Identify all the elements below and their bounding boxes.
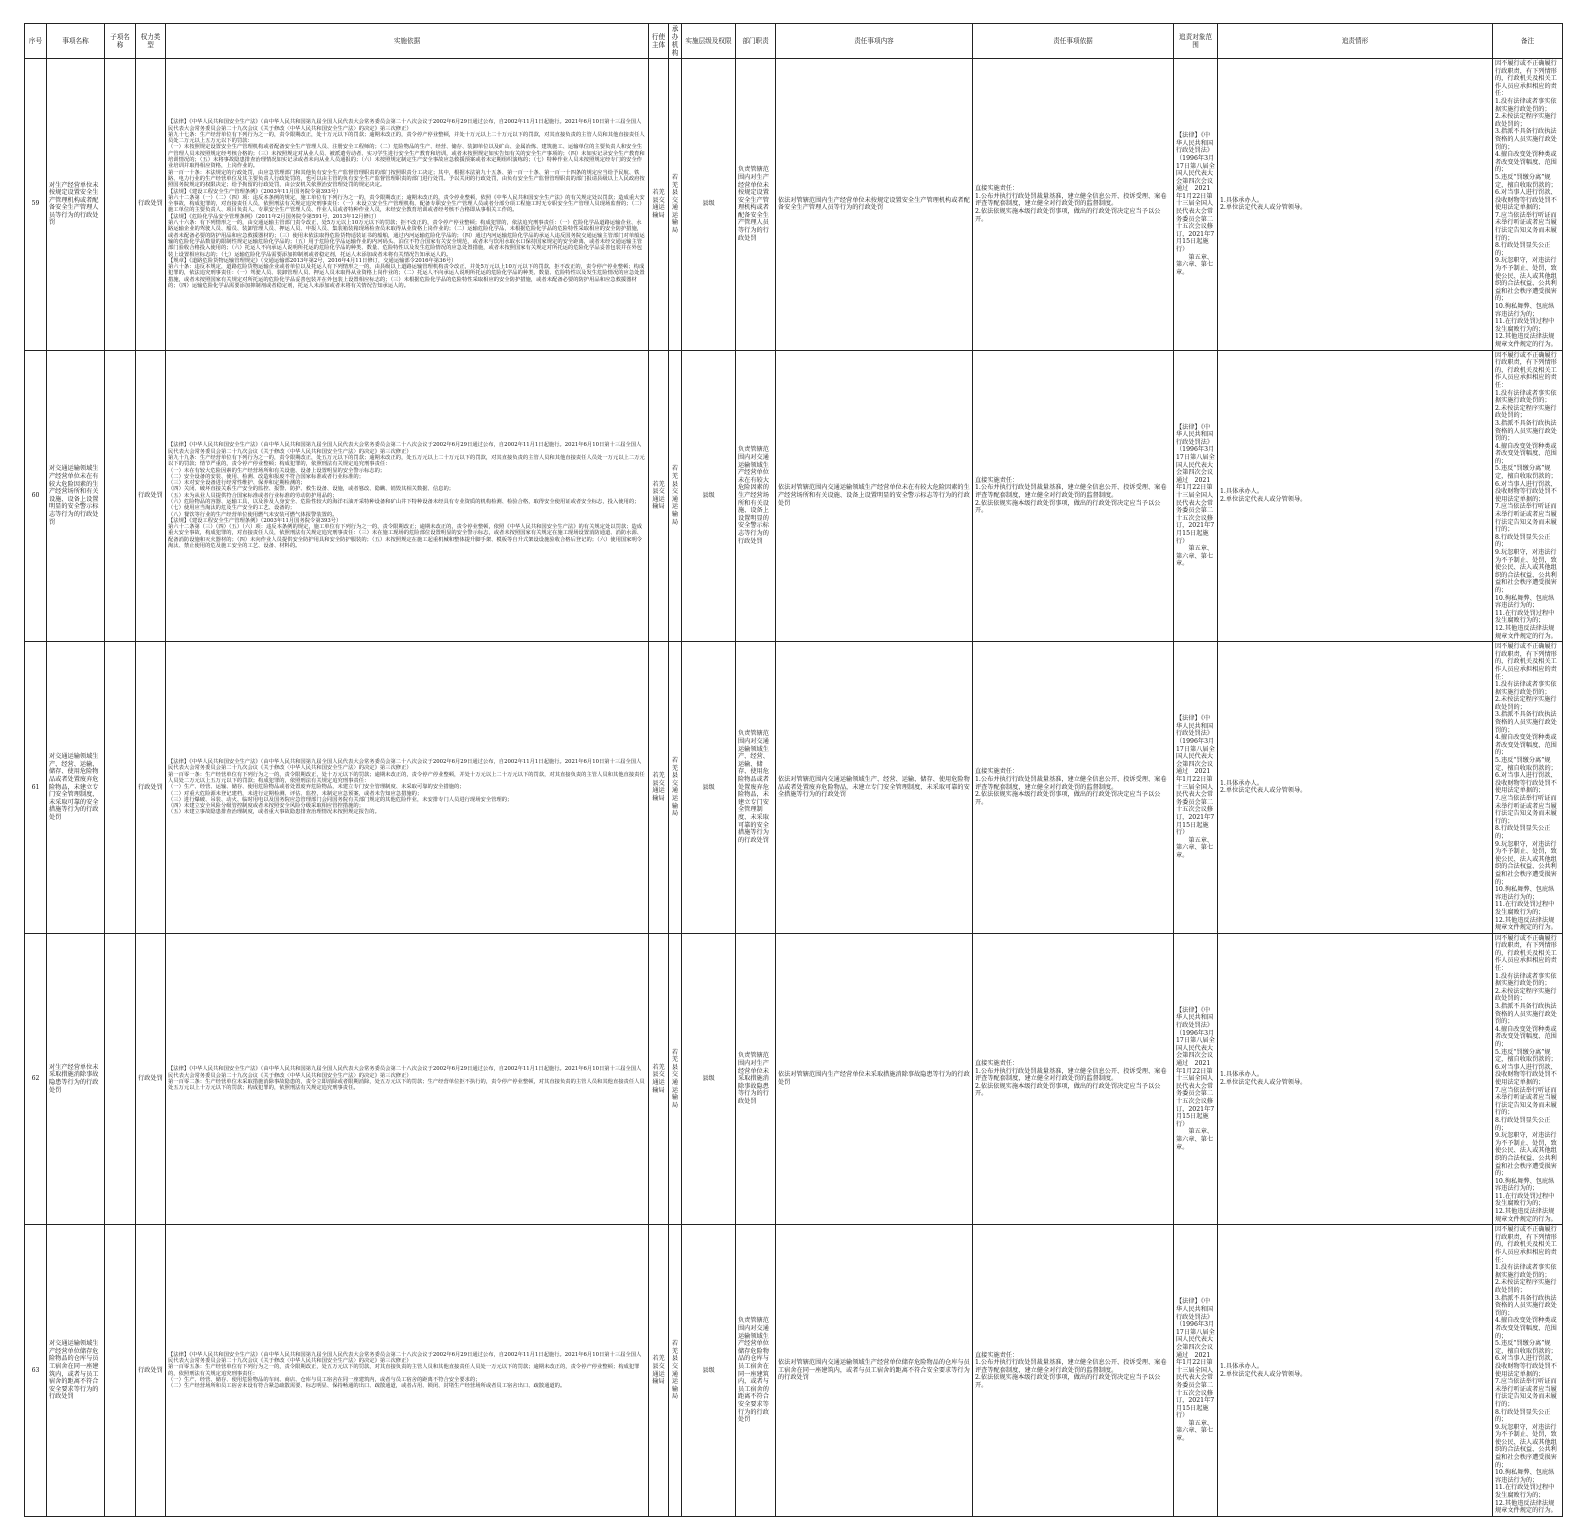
cell-dept: 若羌县交通运输局 (669, 350, 682, 642)
header-basis: 实施依据 (166, 24, 649, 59)
table-row (25, 642, 1563, 934)
header-row (25, 24, 1563, 59)
cell-resp-basis-duty: 依法对管辖范围内生产经营单位未采取措施消除事故隐患等行为的行政处罚 (776, 933, 973, 1225)
cell-level: 县级 (682, 59, 736, 351)
basis-paragraph: （一）生产、经营、运输、储存、使用危险物品或者处置废弃危险物品，未建立专门安全管理制度、未采取可靠的安全措施的； (168, 784, 465, 791)
cell-power-type: 行政处罚 (136, 350, 166, 642)
table-row (25, 350, 1563, 642)
cell-dept: 若羌县交通运输局 (669, 933, 682, 1225)
cell-duty: 负责管辖范围内对交通运输领域生产、经营、运输、储存、使用危险物品或者处置废弃危险物品，未建立专门安全管理制度、未采取可靠的安全措施等行为的行政处罚 (736, 642, 776, 934)
cell-subject: 若羌县交通运输局 (649, 59, 669, 351)
cell-scope: 1.具体承办人。 2.单位法定代表人或分管领导。 (1218, 933, 1493, 1225)
cell-duty: 负责管辖范围内对生产经营单位未采取措施消除事故隐患等行为的行政处罚 (736, 933, 776, 1225)
cell-dept: 若羌县交通运输局 (669, 59, 682, 351)
cell-scope: 1.具体承办人。 2.单位法定代表人或分管领导。 (1218, 59, 1493, 351)
cell-level: 县级 (682, 642, 736, 934)
basis-paragraph: 第一百零五条：生产经营单位有下列行为之一的，责令限期改正，处五万元以下的罚款，对其直接负责的主管人员和其他直接责任人员处一万元以下的罚款；逾期未改正的，责令停产停业整顿；构成犯罪的，依照刑法有关规定追究刑事责任： (168, 1364, 640, 1377)
basis-paragraph: 第九十九条：生产经营单位有下列行为之一的，责令限期改正，处五万元以下的罚款；逾期未改正的，处五万元以上二十万元以下的罚款，对其直接负责的主管人员和其他直接责任人员处一万元以上二万元以下的罚款；情节严重的，责令停产停业整顿；构成犯罪的，依照刑法有关规定追究刑事责任： (168, 454, 645, 468)
cell-sub-item (105, 59, 136, 351)
cell-scope: 1.具体承办人。 2.单位法定代表人或分管领导。 (1218, 350, 1493, 642)
basis-paragraph: （七）使用应当淘汰的危及生产安全的工艺、设备的； (168, 505, 296, 512)
cell-sub-item (105, 1225, 136, 1517)
basis-paragraph: 【法律】《中华人民共和国安全生产法》（由中华人民共和国第九届全国人民代表大会常务委员会第二十八次会议于2002年6月29日通过公布，自2002年11月1日起施行。2021年6月10日第十三届全国人民代表大会常务委员会第二十九次会议《关于修改〈中华人民共和国安全生产法〉的决定》第三次修正） (168, 1066, 642, 1079)
cell-item-name: 对生产经营单位未按规定设置安全生产管理机构或者配备安全生产管理人员等行为的行政处罚 (47, 59, 105, 351)
basis-paragraph: 第六十二条第（一）（二）（四）项：违反本条例的规定，施工单位有下列行为之一的，责令限期改正；逾期未改正的，责令停业整顿，依照《中华人民共和国安全生产法》的有关规定处以罚款；造成重大安全事故，构成犯罪的，对直接责任人员，依照刑法有关规定追究刑事责任：（一）未设立安全生产管理机构、配备专职安全生产管理人员或者分部分项工程施工时无专职安全生产管理人员现场监督的；（二）施工单位的主要负责人、项目负责人、专职安全生产管理人员、作业人员或者特种作业人员，未经安全教育培训或者经考核不合格即从事相关工作的。 (168, 194, 645, 214)
basis-paragraph: 第一百零二条：生产经营单位未采取措施消除事故隐患的，责令立即消除或者限期消除，处五万元以下的罚款；生产经营单位拒不执行的，责令停产停业整顿，对其直接负责的主管人员和其他直接责任人员处五万元以上十万元以下的罚款；构成犯罪的，依照刑法有关规定追究刑事责任。 (168, 1078, 645, 1092)
cell-resp-basis-duty: 依法对管辖范围内生产经营单位未按规定设置安全生产管理机构或者配备安全生产管理人员等行为的行政处罚 (776, 59, 973, 351)
cell-basis (166, 59, 649, 351)
basis-paragraph: （四）关闭、破坏直接关系生产安全的监控、报警、防护、救生设备、设施，或者篡改、隐瞒、销毁其相关数据、信息的； (168, 486, 455, 493)
basis-paragraph: （二）生产经营场所和员工宿舍未设有符合紧急疏散需要、标志明显、保持畅通的出口、疏散通道，或者占用、锁闭、封堵生产经营场所或者员工宿舍出口、疏散通道的。 (168, 1383, 566, 1390)
basis-paragraph: 第八十六条：有下列情形之一的，由交通运输主管部门责令改正，处5万元以上10万元以下的罚款；拒不改正的，责令停产停业整顿；构成犯罪的，依法追究刑事责任：（一）危险化学品道路运输企业、水路运输企业的驾驶人员、船员、装卸管理人员、押运人员、申报人员、集装箱装箱现场检查员未取得从业资格上岗作业的；（二）运输危险化学品，未根据危险化学品的危险特性采取相应的安全防护措施，或者未配备必要的防护用品和应急救援器材的；（三）使用未依法取得危险货物适装证书的船舶，通过内河运输危险化学品的；（四）通过内河运输危险化学品的承运人违反国务院交通运输主管部门对单船运输的危险化学品数量的限制性规定运输危险化学品的；（五）用于危险化学品运输作业的内河码头、泊位不符合国家有关安全规范，或者未与饮用水取水口保持国家规定的安全距离，或者未经交通运输主管部门验收合格投入使用的；（六）托运人不向承运人说明所托运的危险化学品的种类、数量、危险特性以及发生危险情况的应急处置措施，或者未按照国家有关规定对所托运的危险化学品妥善包装并在外包装上设置相应标志的；（七）运输危险化学品需要添加抑制剂或者稳定剂，托运人未添加或者未将有关情况告知承运人的。 (168, 220, 645, 258)
table-body (25, 59, 1563, 1517)
basis-paragraph: 【规章】《道路危险货物运输管理规定》（交通运输部2013年第2号，2016年4月11日修订，交通运输部令2016年第36号） (168, 257, 457, 264)
basis-paragraph: 【法规】《建设工程安全生产管理条例》（2003年11月国务院令第393号） (168, 188, 342, 195)
basis-paragraph: （一）未按照规定设置安全生产管理机构或者配备安全生产管理人员、注册安全工程师的；（二）危险物品的生产、经营、储存、装卸单位以及矿山、金属冶炼、建筑施工、运输单位的主要负责人和安全生产管理人员未按照规定经考核合格的；（三）未按照规定对从业人员、被派遣劳动者、实习学生进行安全生产教育和培训，或者未按照规定如实告知有关的安全生产事项的；（四）未如实记录安全生产教育和培训情况的；（五）未将事故隐患排查治理情况如实记录或者未向从业人员通报的；（六）未按照规定制定生产安全事故应急救援预案或者未定期组织演练的；（七）特种作业人员未按照规定经专门的安全作业培训并取得相应资格，上岗作业的。 (168, 144, 645, 170)
cell-seq: 60 (25, 350, 47, 642)
basis-paragraph: 第六十条：违反本规定，道路危险货物运输企业或者单位以及托运人有下列情形之一的，由县级以上道路运输管理机构责令改正，并处5万元以上10万元以下的罚款，拒不改正的，责令停产停业整顿；构成犯罪的，依法追究刑事责任：（一）驾驶人员、装卸管理人员、押运人员未取得从业资格上岗作业的；（二）托运人不向承运人说明所托运的危险化学品的种类、数量、危险特性以及发生危险情况的应急处置措施，或者未按照国家有关规定对所托运的危险化学品妥善包装并在外包装上设置相应标志的；（三）未根据危险化学品的危险特性采取相应的安全防护措施，或者未配备必要的防护用品和应急救援器材的；（四）运输危险化学品需要添加抑制剂或者稳定剂，托运人未添加或者未将有关情况告知承运人的。 (168, 264, 645, 289)
header-scope: 追责对象范围 (1174, 24, 1218, 59)
cell-item-name: 对交通运输领域生产经营单位储存危险物品的仓库与员工宿舍在同一座建筑内，或者与员工宿舍的距离不符合安全要求等行为的行政处罚 (47, 1225, 105, 1517)
cell-subject: 若羌县交通运输局 (649, 933, 669, 1225)
cell-power-type: 行政处罚 (136, 933, 166, 1225)
header-dept: 承办机构 (669, 24, 682, 59)
cell-resp-content: 直接实施责任： 1.公布并执行行政处罚裁量基准，建立健全信息公开、投诉受理、案卷评查等配套制度，建立健全对行政处罚的监督制度。 2.依法依规实施本级行政处罚事项，做出的行政处罚决定应当予以公开。 (973, 642, 1174, 934)
cell-scope: 1.具体承办人。 2.单位法定代表人或分管领导。 (1218, 642, 1493, 934)
cell-sub-item (105, 642, 136, 934)
power-list-table (24, 23, 1563, 1517)
table-row (25, 1225, 1563, 1517)
basis-paragraph: 第一百一十条：本法规定的行政处罚，由应急管理部门和其他负有安全生产监督管理职责的部门按照职责分工决定；其中，根据本法第九十五条、第一百一十条、第一百一十四条的规定应当给予民航、铁路、电力行业的生产经营单位及其主要负责人行政处罚的，也可以由主管的负有安全生产监督管理职责的部门进行处罚。予以关闭的行政处罚，由负有安全生产监督管理职责的部门报请县级以上人民政府按照国务院规定的权限决定；给予拘留的行政处罚，由公安机关依照治安管理处罚的规定决定。 (168, 169, 645, 189)
power-list-sheet (24, 23, 1562, 1517)
cell-power-type: 行政处罚 (136, 59, 166, 351)
table-row (25, 933, 1563, 1225)
cell-resp-basis: 【法律】《中华人民共和国行政处罚法》（1996年3月17日第八届全国人民代表大会第四次会议通过 2021年1月22日第十三届全国人民代表大会常务委员会第二十五次会议修订，2021年7月15日起施行） 第五章、第六章、第七章。 (1174, 642, 1218, 934)
basis-paragraph: （三）进行爆破、吊装、动火、临时用电以及国务院应急管理部门会同国务院有关部门规定的其他危险作业，未安排专门人员进行现场安全管理的； (168, 796, 513, 803)
cell-duty: 负责管辖范围内对交通运输领域生产经营单位未在有较大危险因素的生产经营场所和有关设施、设备上设置明显的安全警示标志等行为的行政处罚 (736, 350, 776, 642)
header-duty: 部门职责 (736, 24, 776, 59)
cell-basis (166, 933, 649, 1225)
header-remark: 备注 (1493, 24, 1563, 59)
cell-item-name: 对交通运输领域生产、经营、运输、储存、使用危险物品或者处置废弃危险物品，未建立专门安全管理制度、未采取可靠的安全措施等行为的行政处罚 (47, 642, 105, 934)
basis-paragraph: 【法规】《危险化学品安全管理条例》（2011年2月国务院令第591号，2013年12月修订） (168, 213, 380, 220)
basis-paragraph: 第六十二条第（三）（四）（五）（六）项：违反本条例的规定，施工单位有下列行为之一的，责令限期改正；逾期未改正的，责令停业整顿，依照《中华人民共和国安全生产法》的有关规定处以罚款；造成重大安全事故，构成犯罪的，对直接责任人员，依照刑法有关规定追究刑事责任：（三）未在施工现场的危险部位设置明显的安全警示标志，或者未按照国家有关规定在施工现场设置消防通道、消防水源、配备消防设施和灭火器材的；（四）未向作业人员提供安全防护用具和安全防护服装的；（五）未按照规定在施工起重机械和整体提升脚手架、模板等自升式架设设施验收合格后登记的；（六）使用国家明令淘汰、禁止使用的危及施工安全的工艺、设备、材料的。 (168, 524, 643, 550)
cell-subject: 若羌县交通运输局 (649, 642, 669, 934)
cell-subject: 若羌县交通运输局 (649, 350, 669, 642)
header-seq: 序号 (25, 24, 47, 59)
basis-paragraph: （四）未建立安全风险分级管控制度或者未按照安全风险分级采取相应管控措施的； (168, 803, 364, 810)
cell-scope: 1.具体承办人。 2.单位法定代表人或分管领导。 (1218, 1225, 1493, 1517)
basis-paragraph: （五）未为从业人员提供符合国家标准或者行业标准的劳动防护用品的； (168, 492, 338, 499)
cell-situation: 因不履行或不正确履行行政职责，有下列情形的，行政机关及相关工作人员应承担相应的责任： 1.没有法律或者事实依据实施行政处罚的； 2.未按法定程序实施行政处罚的； 3.指派不具备行政执法资格的人员实施行政处罚的； 4.擅自改变处罚种类或者改变处罚幅度、范围的； 5.违反“罚缴分离”规定，擅自收取罚款的； 6.对当事人进行罚款、没收财物等行政处罚不使用法定单据的； 7.应当依法举行听证而未举行听证或者应当履行法定告知义务而未履行的； 8.行政处罚显失公正的； 9.玩忽职守，对违法行为不予制止、处罚，致使公民、法人或其他组织的合法权益、公共利益和社会秩序遭受损害的； 10.徇私舞弊、包庇纵容违法行为的； 11.在行政处罚过程中发生腐败行为的； 12.其他违反法律法规规章文件规定的行为。 (1493, 350, 1563, 642)
cell-level: 县级 (682, 1225, 736, 1517)
header-resp-basis: 责任事项依据 (973, 24, 1174, 59)
cell-item-name: 对交通运输领域生产经营单位未在有较大危险因素的生产经营场所和有关设施、设备上设置明显的安全警示标志等行为的行政处罚 (47, 350, 105, 642)
cell-seq: 61 (25, 642, 47, 934)
cell-situation: 因不履行或不正确履行行政职责，有下列情形的，行政机关及相关工作人员应承担相应的责任： 1.没有法律或者事实依据实施行政处罚的； 2.未按法定程序实施行政处罚的； 3.指派不具备行政执法资格的人员实施行政处罚的； 4.擅自改变处罚种类或者改变处罚幅度、范围的； 5.违反“罚缴分离”规定，擅自收取罚款的； 6.对当事人进行罚款、没收财物等行政处罚不使用法定单据的； 7.应当依法举行听证而未举行听证或者应当履行法定告知义务而未履行的； 8.行政处罚显失公正的； 9.玩忽职守，对违法行为不予制止、处罚，致使公民、法人或其他组织的合法权益、公共利益和社会秩序遭受损害的； 10.徇私舞弊、包庇纵容违法行为的； 11.在行政处罚过程中发生腐败行为的； 12.其他违反法律法规规章文件规定的行为。 (1493, 933, 1563, 1225)
basis-paragraph: （三）未对安全设备进行经常性维护、保养和定期检测的； (168, 480, 306, 487)
basis-paragraph: 【法律】《中华人民共和国安全生产法》（由中华人民共和国第九届全国人民代表大会常务委员会第二十八次会议于2002年6月29日通过公布，自2002年11月1日起施行。2021年6月10日第十三届全国人民代表大会常务委员会第二十九次会议《关于修改〈中华人民共和国安全生产法〉的决定》第三次修正） (168, 119, 642, 132)
cell-basis (166, 350, 649, 642)
cell-sub-item (105, 933, 136, 1225)
cell-resp-basis: 【法律】《中华人民共和国行政处罚法》（1996年3月17日第八届全国人民代表大会第四次会议通过 2021年1月22日第十三届全国人民代表大会常务委员会第二十五次会议修订，2021年7月15日起施行） 第五章、第六章、第七章。 (1174, 1225, 1218, 1517)
basis-paragraph: （二）安全设备的安装、使用、检测、改造和报废不符合国家标准或者行业标准的； (168, 473, 364, 480)
basis-paragraph: （八）餐饮等行业的生产经营单位使用燃气未安装可燃气体报警装置的。 (168, 511, 338, 518)
cell-seq: 63 (25, 1225, 47, 1517)
cell-power-type: 行政处罚 (136, 1225, 166, 1517)
cell-resp-content: 直接实施责任： 1.公布并执行行政处罚裁量基准，建立健全信息公开、投诉受理、案卷评查等配套制度，建立健全对行政处罚的监督制度。 2.依法依规实施本级行政处罚事项，做出的行政处罚决定应当予以公开。 (973, 350, 1174, 642)
table-row (25, 59, 1563, 351)
cell-resp-content: 直接实施责任： 1.公布并执行行政处罚裁量基准，建立健全信息公开、投诉受理、案卷评查等配套制度，建立健全对行政处罚的监督制度。 2.依法依规实施本级行政处罚事项，做出的行政处罚决定应当予以公开。 (973, 1225, 1174, 1517)
cell-seq: 59 (25, 59, 47, 351)
cell-resp-basis: 【法律】《中华人民共和国行政处罚法》（1996年3月17日第八届全国人民代表大会第四次会议通过 2021年1月22日第十三届全国人民代表大会常务委员会第二十五次会议修订，2021年7月15日起施行） 第五章、第六章、第七章。 (1174, 933, 1218, 1225)
basis-paragraph: 【法律】《中华人民共和国安全生产法》（由中华人民共和国第九届全国人民代表大会常务委员会第二十八次会议于2002年6月29日通过公布，自2002年11月1日起施行。2021年6月10日第十三届全国人民代表大会常务委员会第二十九次会议《关于修改〈中华人民共和国安全生产法〉的决定》第三次修正） (168, 759, 642, 772)
cell-situation: 因不履行或不正确履行行政职责，有下列情形的，行政机关及相关工作人员应承担相应的责任： 1.没有法律或者事实依据实施行政处罚的； 2.未按法定程序实施行政处罚的； 3.指派不具备行政执法资格的人员实施行政处罚的； 4.擅自改变处罚种类或者改变处罚幅度、范围的； 5.违反“罚缴分离”规定，擅自收取罚款的； 6.对当事人进行罚款、没收财物等行政处罚不使用法定单据的； 7.应当依法举行听证而未举行听证或者应当履行法定告知义务而未履行的； 8.行政处罚显失公正的； 9.玩忽职守，对违法行为不予制止、处罚，致使公民、法人或其他组织的合法权益、公共利益和社会秩序遭受损害的； 10.徇私舞弊、包庇纵容违法行为的； 11.在行政处罚过程中发生腐败行为的； 12.其他违反法律法规规章文件规定的行为。 (1493, 642, 1563, 934)
basis-paragraph: 【法规】《建设工程安全生产管理条例》（2003年11月国务院令第393号） (168, 517, 342, 524)
cell-level: 县级 (682, 350, 736, 642)
cell-subject: 若羌县交通运输局 (649, 1225, 669, 1517)
cell-duty: 负责管辖范围内对交通运输领域生产经营单位储存危险物品的仓库与员工宿舍在同一座建筑内，或者与员工宿舍的距离不符合安全要求等行为的行政处罚 (736, 1225, 776, 1517)
cell-sub-item (105, 350, 136, 642)
cell-resp-basis-duty: 依法对管辖范围内交通运输领域生产、经营、运输、储存、使用危险物品或者处置废弃危险物品，未建立专门安全管理制度、未采取可靠的安全措施等行为的行政处罚 (776, 642, 973, 934)
cell-item-name: 对生产经营单位未采取措施消除事故隐患等行为的行政处罚 (47, 933, 105, 1225)
cell-dept: 若羌县交通运输局 (669, 1225, 682, 1517)
cell-resp-content: 直接实施责任： 1.公布并执行行政处罚裁量基准，建立健全信息公开、投诉受理、案卷评查等配套制度，建立健全对行政处罚的监督制度。 2.依法依规实施本级行政处罚事项，做出的行政处罚决定应当予以公开。 (973, 933, 1174, 1225)
header-situation: 追责情形 (1218, 24, 1493, 59)
cell-situation: 因不履行或不正确履行行政职责，有下列情形的，行政机关及相关工作人员应承担相应的责任： 1.没有法律或者事实依据实施行政处罚的； 2.未按法定程序实施行政处罚的； 3.指派不具备行政执法资格的人员实施行政处罚的； 4.擅自改变处罚种类或者改变处罚幅度、范围的； 5.违反“罚缴分离”规定，擅自收取罚款的； 6.对当事人进行罚款、没收财物等行政处罚不使用法定单据的； 7.应当依法举行听证而未举行听证或者应当履行法定告知义务而未履行的； 8.行政处罚显失公正的； 9.玩忽职守，对违法行为不予制止、处罚，致使公民、法人或其他组织的合法权益、公共利益和社会秩序遭受损害的； 10.徇私舞弊、包庇纵容违法行为的； 11.在行政处罚过程中发生腐败行为的； 12.其他违反法律法规规章文件规定的行为。 (1493, 59, 1563, 351)
cell-basis (166, 642, 649, 934)
cell-resp-basis: 【法律】《中华人民共和国行政处罚法》（1996年3月17日第八届全国人民代表大会第四次会议通过 2021年1月22日第十三届全国人民代表大会常务委员会第二十五次会议修订，2021年7月15日起施行） 第五章、第六章、第七章。 (1174, 59, 1218, 351)
basis-paragraph: 【法律】《中华人民共和国安全生产法》（由中华人民共和国第九届全国人民代表大会常务委员会第二十八次会议于2002年6月29日通过公布，自2002年11月1日起施行。2021年6月10日第十三届全国人民代表大会常务委员会第二十九次会议《关于修改〈中华人民共和国安全生产法〉的决定》第三次修正） (168, 442, 642, 455)
basis-paragraph: （一）未在有较大危险因素的生产经营场所和有关设施、设备上设置明显的安全警示标志的； (168, 467, 386, 474)
cell-duty: 负责管辖范围内对生产经营单位未按规定设置安全生产管理机构或者配备安全生产管理人员等行为的行政处罚 (736, 59, 776, 351)
basis-paragraph: 第一百零一条：生产经营单位有下列行为之一的，责令限期改正，处十万元以下的罚款；逾期未改正的，责令停产停业整顿，并处十万元以上二十万元以下的罚款，对其直接负责的主管人员和其他直接责任人员处二万元以上五万元以下的罚款；构成犯罪的，依照刑法有关规定追究刑事责任： (168, 771, 645, 784)
header-subject: 行使主体 (649, 24, 669, 59)
cell-dept: 若羌县交通运输局 (669, 642, 682, 934)
cell-level: 县级 (682, 933, 736, 1225)
header-resp-content: 责任事项内容 (776, 24, 973, 59)
cell-situation: 因不履行或不正确履行行政职责，有下列情形的，行政机关及相关工作人员应承担相应的责任： 1.没有法律或者事实依据实施行政处罚的； 2.未按法定程序实施行政处罚的； 3.指派不具备行政执法资格的人员实施行政处罚的； 4.擅自改变处罚种类或者改变处罚幅度、范围的； 5.违反“罚缴分离”规定，擅自收取罚款的； 6.对当事人进行罚款、没收财物等行政处罚不使用法定单据的； 7.应当依法举行听证而未举行听证或者应当履行法定告知义务而未履行的； 8.行政处罚显失公正的； 9.玩忽职守，对违法行为不予制止、处罚，致使公民、法人或其他组织的合法权益、公共利益和社会秩序遭受损害的； 10.徇私舞弊、包庇纵容违法行为的； 11.在行政处罚过程中发生腐败行为的； 12.其他违反法律法规规章文件规定的行为。 (1493, 1225, 1563, 1517)
cell-basis (166, 1225, 649, 1517)
cell-resp-basis: 【法律】《中华人民共和国行政处罚法》（1996年3月17日第八届全国人民代表大会第四次会议通过 2021年1月22日第十三届全国人民代表大会常务委员会第二十五次会议修订，2021年7月15日起施行） 第五章、第六章、第七章。 (1174, 350, 1218, 642)
basis-paragraph: （六）危险物品的容器、运输工具，以及涉及人身安全、危险性较大的海洋石油开采特种设备和矿山井下特种设备未经具有专业资质的机构检测、检验合格，取得安全使用证或者安全标志，投入使用的； (168, 498, 640, 505)
basis-paragraph: （一）生产、经营、储存、使用危险物品的车间、商店、仓库与员工宿舍在同一座建筑内，或者与员工宿舍的距离不符合安全要求的； (168, 1376, 481, 1383)
basis-paragraph: 【法律】《中华人民共和国安全生产法》（由中华人民共和国第九届全国人民代表大会常务委员会第二十八次会议于2002年6月29日通过公布，自2002年11月1日起施行。2021年6月10日第十三届全国人民代表大会常务委员会第二十九次会议《关于修改〈中华人民共和国安全生产法〉的决定》第三次修正） (168, 1351, 642, 1364)
basis-paragraph: 第九十七条：生产经营单位有下列行为之一的，责令限期改正，处十万元以下的罚款；逾期未改正的，责令停产停业整顿，并处十万元以上二十万元以下的罚款，对其直接负责的主管人员和其他直接责任人员处二万元以上五万元以下的罚款： (168, 131, 645, 145)
header-item-name: 事项名称 (47, 24, 105, 59)
basis-paragraph: （二）对重大危险源未登记建档，未进行定期检测、评估、监控，未制定应急预案，或者未告知应急措施的； (168, 790, 423, 797)
cell-seq: 62 (25, 933, 47, 1225)
basis-paragraph: （五）未建立事故隐患排查治理制度，或者重大事故隐患排查治理情况未按照规定报告的。 (168, 809, 380, 816)
cell-resp-basis-duty: 依法对管辖范围内交通运输领域生产经营单位未在有较大危险因素的生产经营场所和有关设施、设备上设置明显的安全警示标志等行为的行政处罚 (776, 350, 973, 642)
cell-resp-content: 直接实施责任： 1.公布并执行行政处罚裁量基准，建立健全信息公开、投诉受理、案卷评查等配套制度，建立健全对行政处罚的监督制度。 2.依法依规实施本级行政处罚事项，做出的行政处罚决定应当予以公开。 (973, 59, 1174, 351)
header-sub-item: 子项名称 (105, 24, 136, 59)
cell-power-type: 行政处罚 (136, 642, 166, 934)
cell-resp-basis-duty: 依法对管辖范围内交通运输领域生产经营单位储存危险物品的仓库与员工宿舍在同一座建筑内，或者与员工宿舍的距离不符合安全要求等行为的行政处罚 (776, 1225, 973, 1517)
header-power-type: 权力类型 (136, 24, 166, 59)
header-level: 实施层级及权限 (682, 24, 736, 59)
